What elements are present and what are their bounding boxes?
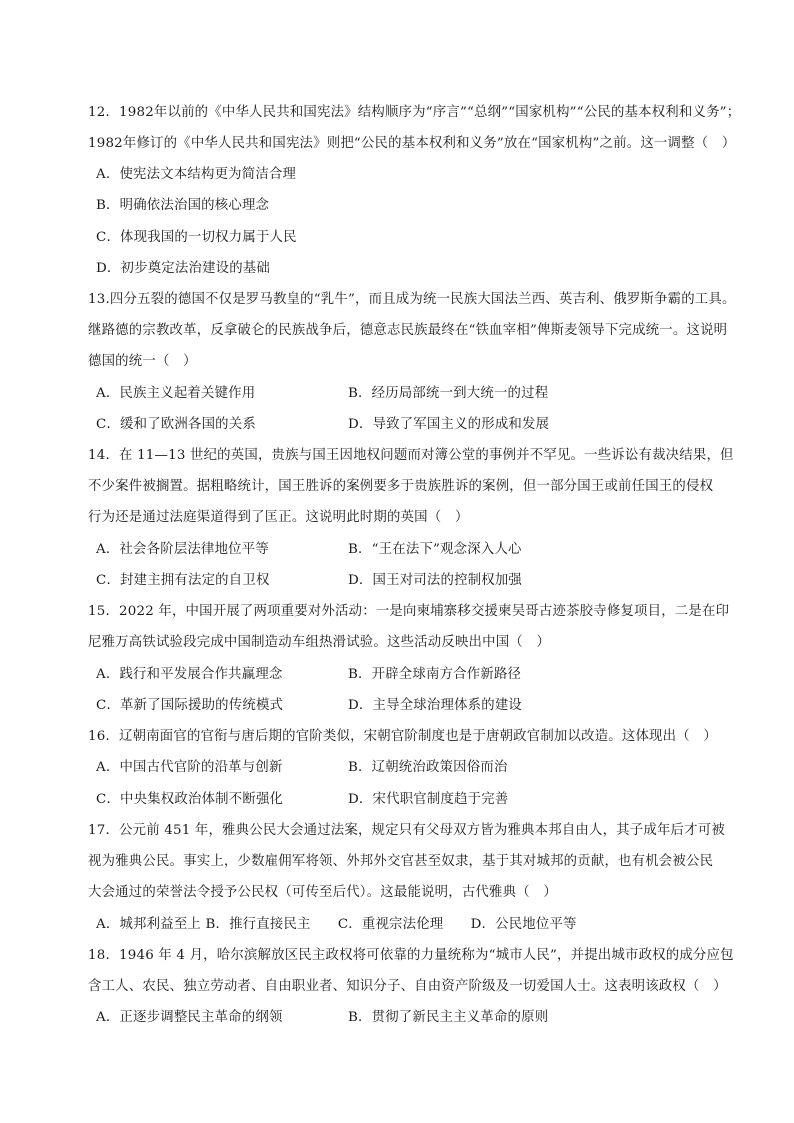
q14-option-d: D．国王对司法的控制权加强: [348, 573, 523, 588]
q14-option-c: C．封建主拥有法定的自卫权: [96, 573, 270, 588]
q13-stem-line-3: 德国的统一（ ）: [88, 354, 197, 369]
q12-option-b: B．明确依法治国的核心理念: [96, 198, 270, 213]
q14-option-b: B．“王在法下”观念深入人心: [348, 542, 522, 557]
q13-stem-line-1: 13.四分五裂的德国不仅是罗马教皇的“乳牛”，而且成为统一民族大国法兰西、英吉利、俄罗斯争霸的工具。: [88, 292, 736, 307]
q18-option-a: A．正逐步调整民主革命的纲领: [96, 1010, 283, 1025]
q13-stem-line-2: 继路德的宗教改革，反拿破仑的民族战争后，德意志民族最终在“铁血宰相”俾斯麦领导下完成统一。这说明: [88, 323, 728, 338]
q17-stem-line-3: 大会通过的荣誉法令授予公民权（可传至后代）。这最能说明，古代雅典（ ）: [88, 885, 557, 900]
q17-stem-line-1: 17．公元前 451 年，雅典公民大会通过法案，规定只有父母双方皆为雅典本邦自由人，其子成年后才可被: [88, 823, 725, 838]
q12-option-d: D．初步奠定法治建设的基础: [96, 261, 271, 276]
q12-option-c: C．体现我国的一切权力属于人民: [96, 230, 297, 245]
q16-option-d: D．宋代职官制度趋于完善: [348, 792, 509, 807]
q15-stem-line-1: 15．2022 年，中国开展了两项重要对外活动：一是向柬埔寨移交援柬吴哥古迹茶胶寺修复项目，二是在印: [88, 604, 730, 619]
q13-option-a: A．民族主义起着关键作用: [96, 386, 256, 401]
q18-stem-line-2: 含工人、农民、独立劳动者、自由职业者、知识分子、自由资产阶级及一切爱国人士。这表明该政权（ ）: [88, 979, 727, 994]
q15-option-a: A．践行和平发展合作共赢理念: [96, 667, 283, 682]
q15-stem-line-2: 尼雅万高铁试验段完成中国制造动车组热滑试验。这些活动反映出中国（ ）: [88, 635, 551, 650]
q16-option-c: C．中央集权政治体制不断强化: [96, 792, 284, 807]
q18-stem-line-1: 18．1946 年 4 月，哈尔滨解放区民主政权将可依靠的力量统称为“城市人民”，并提出城市政权的成分应包: [88, 948, 734, 963]
q14-stem-line-3: 行为还是通过法庭渠道得到了匡正。这说明此时期的英国（ ）: [88, 510, 469, 525]
q16-option-a: A．中国古代官阶的沿革与创新: [96, 760, 283, 775]
q14-stem-line-1: 14．在 11—13 世纪的英国，贵族与国王因地权问题而对簿公堂的事例并不罕见。一些诉讼有裁决结果，但: [88, 448, 734, 463]
q16-option-b: B．辽朝统治政策因俗而治: [348, 760, 508, 775]
q13-option-d: D．导致了军国主义的形成和发展: [348, 417, 550, 432]
q15-option-d: D．主导全球治理体系的建设: [348, 698, 523, 713]
q17-options-inline: A．城邦利益至上 B．推行直接民主 C．重视宗法伦理 D．公民地位平等: [96, 917, 577, 932]
q13-option-b: B．经历局部统一到大统一的过程: [348, 386, 549, 401]
q14-stem-line-2: 不少案件被搁置。据粗略统计，国王胜诉的案例要多于贵族胜诉的案例，但一部分国王或前任国王的侵权: [88, 479, 714, 494]
q15-option-c: C．革新了国际援助的传统模式: [96, 698, 284, 713]
q17-stem-line-2: 视为雅典公民。事实上，少数雇佣军将领、外邦外交官甚至奴隶，基于其对城邦的贡献，也有机会被公民: [88, 854, 714, 869]
q12-stem-line-2: 1982年修订的《中华人民共和国宪法》则把“公民的基本权利和义务”放在“国家机构”之前。这一调整（ ）: [88, 136, 736, 151]
q12-option-a: A．使宪法文本结构更为简洁合理: [96, 167, 297, 182]
q18-option-b: B．贯彻了新民主主义革命的原则: [348, 1010, 549, 1025]
q13-option-c: C．缓和了欧洲各国的关系: [96, 417, 256, 432]
q16-stem-line-1: 16．辽朝南面官的官衔与唐后期的官阶类似，宋朝官阶制度也是于唐朝政官制加以改造。这体现出（ ）: [88, 729, 718, 744]
q12-stem-line-1: 12．1982年以前的《中华人民共和国宪法》结构顺序为“序言”“总纲”“国家机构”“公民的基本权利和义务”；: [88, 105, 741, 120]
q15-option-b: B．开辟全球南方合作新路径: [348, 667, 522, 682]
q14-option-a: A．社会各阶层法律地位平等: [96, 542, 269, 557]
